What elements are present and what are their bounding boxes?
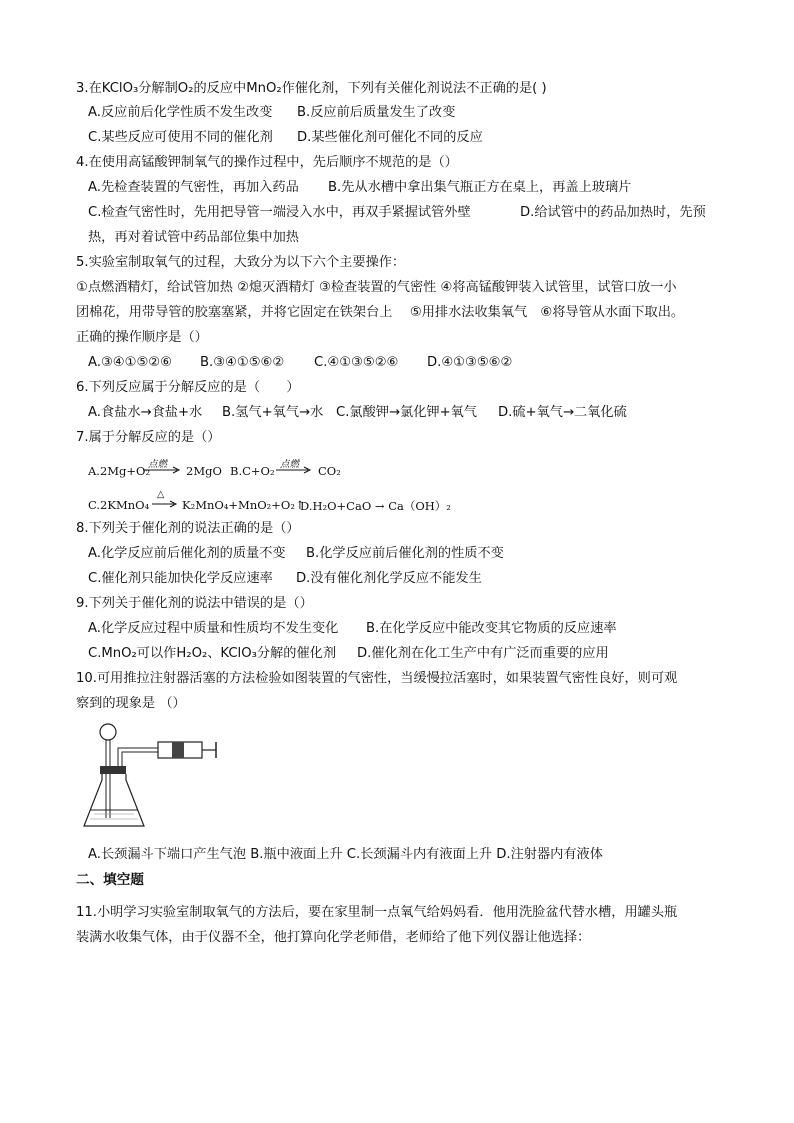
question-7-option-d: D.H₂O+CaO → Ca（OH）₂	[300, 499, 451, 513]
question-8-stem: 8.下列关于催化剂的说法正确的是（）	[76, 521, 300, 536]
question-7-option-a-right: 2MgO	[186, 464, 222, 478]
question-4-option-c: C.检查气密性时，先用把导管一端浸入水中，再双手紧握试管外壁	[88, 205, 471, 220]
question-6-stem: 6.下列反应属于分解反应的是（ ）	[76, 380, 300, 395]
question-7-option-c-arrow-icon	[152, 500, 178, 508]
question-8-option-d: D.没有催化剂化学反应不能发生	[296, 571, 482, 586]
question-3-option-b: B.反应前后质量发生了改变	[297, 105, 456, 120]
question-7-option-b-arrow-icon	[276, 466, 312, 474]
question-5-steps-1: ①点燃酒精灯，给试管加热 ②熄灭酒精灯 ③检查装置的气密性 ④将高锰酸钾装入试管里，试管口放一小	[76, 280, 677, 295]
question-4-option-d-cont: 热，再对着试管中药品部位集中加热	[88, 230, 299, 245]
question-5-option-b: B.③④①⑤⑥②	[200, 355, 285, 370]
question-6-option-d: D.硫+氧气→二氧化硫	[498, 405, 627, 420]
question-8-option-a: A.化学反应前后催化剂的质量不变	[88, 546, 286, 561]
question-7-stem: 7.属于分解反应的是（）	[76, 430, 221, 445]
question-8-option-c: C.催化剂只能加快化学反应速率	[88, 571, 273, 586]
question-7-option-b-condition: 点燃	[280, 459, 300, 470]
question-9-option-b: B.在化学反应中能改变其它物质的反应速率	[366, 621, 617, 636]
question-4-option-d: D.给试管中的药品加热时，先预	[520, 205, 706, 220]
apparatus-diagram	[80, 718, 230, 836]
question-3-option-d: D.某些催化剂可催化不同的反应	[297, 130, 483, 145]
question-10-stem: 10.可用推拉注射器活塞的方法检验如图装置的气密性，当缓慢拉活塞时，如果装置气密性良好，则可观	[76, 671, 678, 686]
question-5-stem: 5.实验室制取氧气的过程，大致分为以下六个主要操作：	[76, 255, 406, 270]
question-10-options: A.长颈漏斗下端口产生气泡 B.瓶中液面上升 C.长颈漏斗内有液面上升 D.注射器内有液体	[88, 847, 603, 862]
question-9-option-d: D.催化剂在化工生产中有广泛而重要的应用	[357, 646, 609, 661]
question-5-steps-2: 团棉花，用带导管的胶塞塞紧，并将它固定在铁架台上 ⑤用排水法收集氧气 ⑥将导管从水面下取出。	[76, 305, 685, 320]
question-3-stem: 3.在KClO₃分解制O₂的反应中MnO₂作催化剂，下列有关催化剂说法不正确的是( )	[76, 81, 547, 96]
question-6-option-b: B.氢气+氧气→水	[222, 405, 324, 420]
question-7-option-a-arrow-icon	[143, 466, 181, 474]
question-10-stem-cont: 察到的现象是 （）	[76, 696, 186, 711]
question-3-option-a: A.反应前后化学性质不发生改变	[88, 105, 273, 120]
question-11-line-2: 装满水收集气体，由于仪器不全，他打算向化学老师借，老师给了他下列仪器让他选择：	[76, 930, 591, 945]
question-7-option-b-right: CO₂	[318, 464, 341, 478]
question-5-option-c: C.④①③⑤②⑥	[314, 355, 399, 370]
question-6-option-a: A.食盐水→食盐+水	[88, 405, 203, 420]
question-7-option-c-left: C.2KMnO₄	[88, 498, 150, 512]
question-4-option-a: A.先检查装置的气密性，再加入药品	[88, 180, 299, 195]
question-5-option-a: A.③④①⑤②⑥	[88, 355, 172, 370]
question-7-option-c-right: K₂MnO₄+MnO₂+O₂↑	[182, 498, 305, 512]
question-9-option-c: C.MnO₂可以作H₂O₂、KClO₃分解的催化剂	[88, 646, 337, 661]
question-7-option-b-left: B.C+O₂	[230, 464, 275, 478]
question-3-option-c: C.某些反应可使用不同的催化剂	[88, 130, 273, 145]
section-2-heading: 二、填空题	[76, 872, 144, 888]
question-4-option-b: B.先从水槽中拿出集气瓶正方在桌上，再盖上玻璃片	[328, 180, 632, 195]
question-7-option-a-condition: 点燃	[148, 459, 168, 470]
question-9-option-a: A.化学反应过程中质量和性质均不发生变化	[88, 621, 339, 636]
question-5-ask: 正确的操作顺序是（）	[76, 330, 208, 345]
question-11-line-1: 11.小明学习实验室制取氧气的方法后，要在家里制一点氧气给妈妈看．他用洗脸盆代替水槽，用罐头瓶	[76, 905, 678, 920]
question-6-option-c: C.氯酸钾→氯化钾+氧气	[336, 405, 477, 420]
question-9-stem: 9.下列关于催化剂的说法中错误的是（）	[76, 596, 313, 611]
question-7-option-a-left: A.2Mg+O₂	[88, 464, 151, 478]
question-8-option-b: B.化学反应前后催化剂的性质不变	[306, 546, 504, 561]
question-7-option-c-condition: △	[157, 489, 165, 500]
question-4-stem: 4.在使用高锰酸钾制氧气的操作过程中，先后顺序不规范的是（）	[76, 155, 458, 170]
question-5-option-d: D.④①③⑤⑥②	[427, 355, 513, 370]
